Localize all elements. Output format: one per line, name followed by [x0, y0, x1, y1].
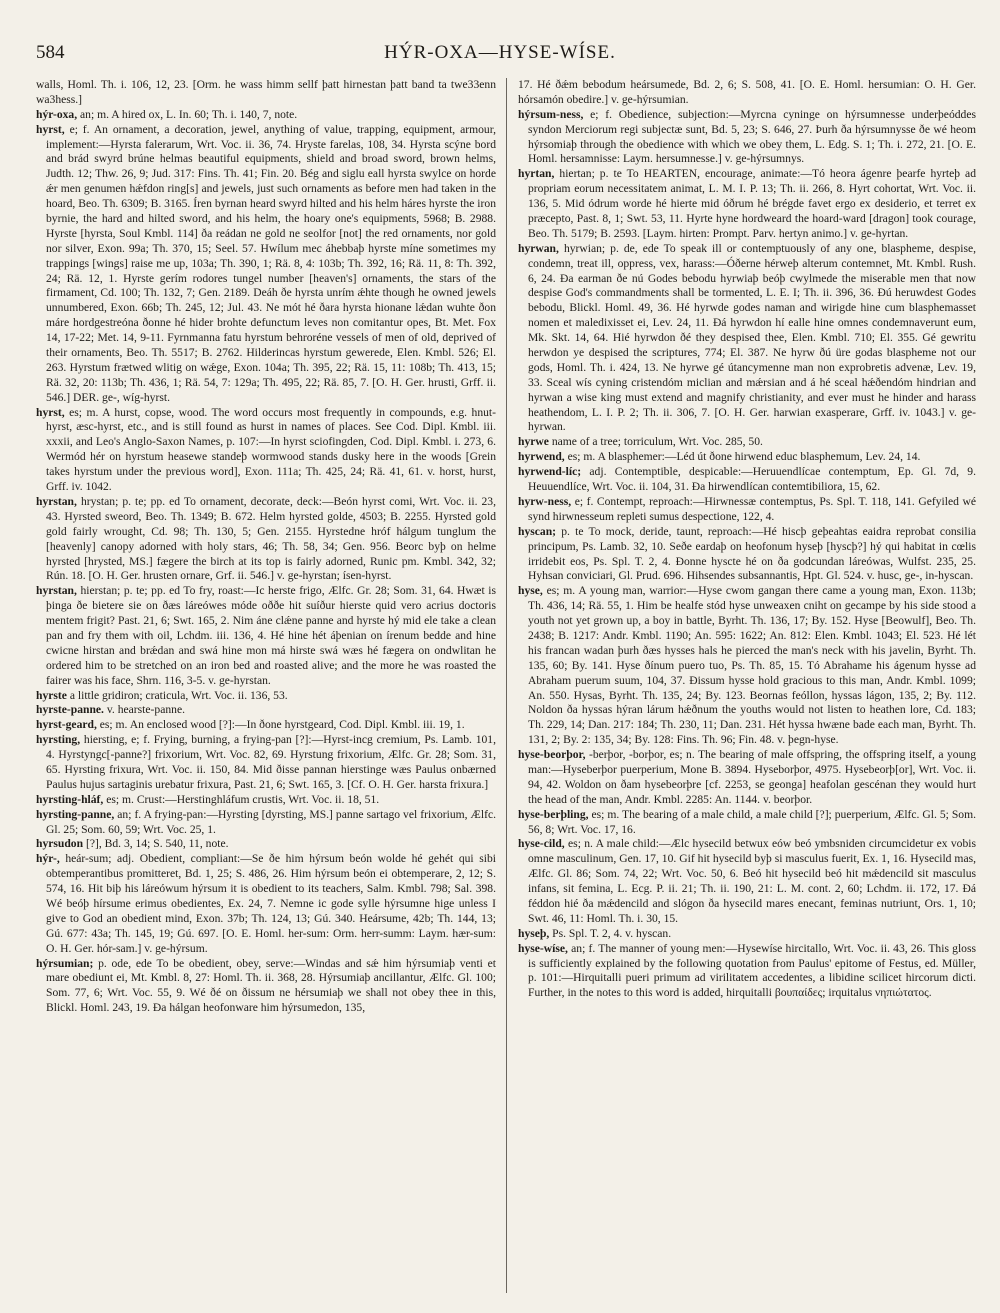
entry-headword: hyrsudon: [36, 837, 84, 851]
dictionary-entry: [36, 123, 496, 406]
entry-text: hyrwian; p. de, ede To speak ill or contemptuously of any one, blaspheme, despise, condemn, treat ill, oppress, vex, harass:—Óðerne hérweþ alterum contemnet, Mt. Kmbl. Rush. 6, 24. Ða earman ðe nú Godes bebodu hyrwiaþ beóþ cwylmede the miserable men that now despise God's commandments shall be tormented, L. E. I; Th. ii. 396, 36. Ðú heruwdest Godes bebodu, Blickl. Homl. 49, 36. Hé hyrwde godes naman and wirigde hine cum blasphemasset nomen et maledixisset ei, Lev. 24, 11. Ðá hyrwdon hí ealle hine omnes condemnaverunt eum, Mk. Skt. 14, 64. Hié hyrwdon ðé they despised thee, Elen. Kmbl. 710; El. 355. Gé gewritu herwdon ye despised the scriptures, 774; El. 387. Ne hyrw ðú üre godas blaspheme not our gods, Homl. Th. i. 424, 13. Ne hyrwe gé útancymenne man non exprobretis advenæ, Lev. 19, 33. Sceal wís cyning cristendóm miclian and mǽrsian and á hé sceal hǽðendóm hindrian and hyrwan a wise king must extend and magnify christianity, and ever must he hinder and harass heathendom, L. I. P. 2; Th. ii. 306, 7. [O. H. Ger. harwian exasperare, Grff. iv. 1043.] v. ge-hyrwan.: [528, 241, 976, 434]
entry-text: 17. Hé ðǽm bebodum heársumede, Bd. 2, 6; S. 508, 41. [O. E. Homl. hersumian: O. H. Ger. hórsamón obedire.] v. ge-hýrsumian.: [518, 78, 976, 106]
entry-text: an; m. A hired ox, L. In. 60; Th. i. 140, 7, note.: [80, 107, 298, 121]
entry-text: an; f. The manner of young men:—Hysewíse hircitallo, Wrt. Voc. ii. 43, 26. This gloss is sufficiently explained by the following quotation from Paulus' epitome of Festus, ed. Müller, p. 101:—Hirquitalli pueri primum ad virilitatem accedentes, a libidine scilicet hircorum dicti. Further, in the notes to this word is added, hirquitalli βουπαίδες; irquitalus νηπιώτατος.: [528, 941, 976, 1000]
right-column: [518, 78, 976, 1295]
entry-headword: hyrstan,: [36, 494, 77, 508]
entry-text: Ps. Spl. T. 2, 4. v. hyscan.: [552, 926, 672, 940]
entry-headword: hyrwan,: [518, 241, 559, 255]
entry-text: es; m. A blasphemer:—Léd út ðone hirwend educ blasphemum, Lev. 24, 14.: [567, 450, 921, 464]
dictionary-entry: [36, 703, 496, 718]
entry-headword: hyrste: [36, 688, 67, 702]
entry-text: p. te To mock, deride, taunt, reproach:—Hé hiscþ geþeahtas eaidra reprobat consilia principum, Ps. Lamb. 32, 10. Seðe eardaþ on heofonum hyseþ [hyscþ?] hý qui habitat in cœlis irridebit eos, Ps. Spl. T. 2, 4. Ðonne hyscte hé on ða godcundan láreówas, Wulfst. 235, 25. Hyhsan conviciari, Gl. Prud. 696. Hihsendes subsannantis, Hpt. Gl. 524. v. husc, ge-, in-hyscan.: [528, 524, 976, 583]
entry-text: name of a tree; torriculum, Wrt. Voc. 285, 50.: [551, 435, 763, 449]
running-head: HÝR-OXA—HYSE-WÍSE.: [384, 42, 616, 63]
entry-text: es; m. Crust:—Herstinghláfum crustis, Wrt. Voc. ii. 18, 51.: [106, 792, 380, 806]
left-column: [36, 78, 496, 1295]
entry-text: hierstan; p. te; pp. ed To fry, roast:—Ic herste frigo, Ælfc. Gr. 28; Som. 31, 64. Hwæt is þinga ðe bietere sie on ðæs láreówes móde oððe hit suíður hierste quid vero acrius doctoris mentem frigit? Past. 21, 6; Swt. 165, 2. Nim áne clǽne panne and hyrste hý mid ele take a clean pan and fry them with oil, Lchdm. iii. 136, 4. Hé hine hét áþenian on írenum bedde and hine cwicne hirstan and brǽdan and swá hine mon má hirste swá wæs hé fægera on ondwlitan he ordered him to be stretched on an iron bed and roasted alive; and the more he was roasted the fairer was his face, Shrn. 116, 3-5. v. ge-hyrstan.: [46, 584, 496, 687]
entry-headword: hýrsum-ness,: [518, 107, 584, 121]
entry-headword: hyrst,: [36, 122, 65, 136]
dictionary-entry: [518, 242, 976, 436]
column-divider: [506, 78, 507, 1293]
entry-text: v. hearste-panne.: [106, 703, 185, 717]
dictionary-entry: [518, 927, 976, 942]
entry-text: [?], Bd. 3, 14; S. 540, 11, note.: [85, 837, 229, 851]
entry-text: es; m. The bearing of a male child, a male child [?]; puerperium, Ælfc. Gl. 5; Som. 56, 8; Wrt. Voc. 17, 16.: [528, 807, 976, 836]
entry-text: -berþor, -borþor, es; n. The bearing of male offspring, the offspring itself, a young man:—Hyseberþor puerperium, Mone B. 3894. Hyseborþor, 4975. Hysebeorþ[or], Wrt. Voc. ii. 94, 42. Woldon on ðam hysebeorþre [cf. 2253, se geonga] heafolan gescénan they would hurt the head of the man, Andr. Kmbl. 2285: An. 1144. v. beorþor.: [528, 748, 976, 806]
entry-text: adj. Contemptible, despicable:—Heruuendlícae contemptum, Ep. Gl. 7d, 9. Heuuendlíce, Wrt. Voc. ii. 104, 31. Ða hirwendlícan contemtibiliora, 15, 62.: [528, 465, 976, 494]
entry-headword: hyrste-panne.: [36, 703, 104, 717]
entry-headword: hyscan;: [518, 524, 557, 538]
dictionary-entry: [36, 108, 496, 123]
entry-text: es; n. A male child:—Ælc hysecild betwux eów beó ymbsniden circumcidetur ex vobis omne masculinum, Gen. 17, 10. Gif hit hysecild byþ si masculus fuerit, Ex. 1, 16. Hysecild mas, Ælfc. Gl. 86; Som. 74, 22; Wrt. Voc. 50, 6. Beó hit hysecild beó hit mǽdencild sit masculus infans, sit femina, L. Ecg. P. ii. 21; Th. ii. 190, 21: L. M. cont. 2, 60; Lchdm. ii. 172, 17. Ðá féddon hié ða mǽdencild and slógon ða hysecild mares enecant, feminas nutriunt, Ors. 1, 10; Swt. 46, 11: Homl. Th. i. 30, 15.: [528, 837, 976, 925]
dictionary-entry: [36, 718, 496, 733]
dictionary-entry: [518, 108, 976, 168]
entry-text: p. ode, ede To be obedient, obey, serve:—Windas and sǽ him hýrsumiaþ venti et mare obediunt ei, Mt. Kmbl. 8, 27: Homl. Th. ii. 368, 28. Hýrsumiaþ ancillantur, Ælfc. Gl. 100; Som. 77, 6; Wrt. Voc. 55, 9. Wé ðé on ðissum ne hérsumiaþ we shall not obey thee in this, Blickl. Homl. 243, 19. Ða hálgan heofonware him hýrsumedon, 135,: [46, 956, 496, 1015]
entry-text: es; m. A young man, warrior:—Hyse cwom gangan there came a young man, Exon. 113b; Th. 436, 14; Rä. 55, 1. Him be healfe stód hyse unweaxen cniht on gecampe by his side stood a youth not yet grown up, a boy in battle, Byrht. Th. 136, 17; By. 152. Hyse [Beowulf], Beo. Th. 2438; B. 1217: Andr. Kmbl. 1190; An. 595: 1622; An. 812: Elen. Kmbl. 1043; El. 523. Hé lét his francan wadan þurh ðæs hysses hals he pierced the man's neck with his javelin, Byrht. Th. 135, 60; By. 141. Hyse ðínum puero tuo, Ps. Th. 85, 15. Tó Abrahame his ágenum hysse ad Abraham puerum suum, 104, 37. Ðissum hysse hold gracious to this man, Andr. Kmbl. 1099; An. 550. Hysas, Byrht. Th. 135, 24; By. 123. Beornas feóllon, hyssas lágon, 135, 2; By. 112. Noldon ða hyssas hýran lárum hǽðnum the youths would not listen to heathen lore, Cd. 183; Th. 229, 14; Dan. 217: 184; Th. 230, 11; Dan. 231. Hét hyssa hwæne bade each man, Byrht. Th. 131, 2; By. 2: 135, 34; By. 128: Fins. Th. 96; Fin. 48. v. þegn-hyse.: [528, 584, 976, 747]
entry-headword: hyrsting,: [36, 733, 81, 747]
dictionary-entry: [518, 837, 976, 926]
dictionary-entry: [518, 808, 976, 838]
entry-headword: hyse-berþling,: [518, 807, 589, 821]
dictionary-entry: [36, 837, 496, 852]
entry-text: a little gridiron; craticula, Wrt. Voc. ii. 136, 53.: [69, 688, 288, 702]
dictionary-entry: [36, 495, 496, 584]
dictionary-entry: [36, 793, 496, 808]
dictionary-entry: [518, 450, 976, 465]
entry-headword: hyse-wíse,: [518, 941, 568, 955]
entry-text: heár-sum; adj. Obedient, compliant:—Se ðe him hýrsum beón wolde hé gehét qui sibi obtemperantibus promitteret, Bd. 1, 25; S. 486, 26. Him hýrsum beón ei obtemperare, 2, 12; S. 574, 16. Hit biþ his láreówum hýrsum it is obedient to its teachers, Salm. Kmbl. 798; Sal. 398. Wé beóþ hírsume erimus obedientes, Ex. 24, 7. Nemne ic gode sylle hýrsumne hige unless I give to God an obedient mind, Exon. 37b; Th. 124, 13; Gú. 340. Heársume, 42b; Th. 144, 13; Gú. 677: 43a; Th. 145, 19; Gú. 697. [O. E. Homl. her-sum: Orm. herr-summ: Laym. hær-sum: O. H. Ger. hór-sam.] v. ge-hýrsum.: [46, 852, 496, 955]
entry-headword: hyrsting-hláf,: [36, 792, 104, 806]
entry-text: hiersting, e; f. Frying, burning, a frying-pan [?]:—Hyrst-incg cremium, Ps. Lamb. 101, 4. Hyrstyngc[-panne?] frixorium, Wrt. Voc. 82, 69. Hyrstung frixorium, Ælfc. Gr. 28; Som. 31, 65. Hyrsting frixura, Wrt. Voc. ii. 150, 84. Mid ðisse pannan hierstinge wæs Paulus onbærned Paulus hujus sartaginis urebatur frixura, Past. 21, 6; Swt. 165, 3. [Cf. O. H. Ger. harsta frixura.]: [46, 733, 496, 791]
dictionary-entry: [36, 733, 496, 793]
dictionary-entry: [36, 852, 496, 956]
dictionary-entry: [518, 525, 976, 585]
entry-text: hiertan; p. te To HEARTEN, encourage, animate:—Tó heora ágenre þearfe hyrteþ ad propriam eorum necessitatem animat, L. M. I. P. 13; Th. ii. 266, 8. Hyrt cohortat, Wrt. Voc. ii. 136, 5. Mid ódrum worde hé hierte mid óðrum hé brégde favet ergo ex desiderio, et terret ex præcepto, Past. 8, 1; Swt. 53, 11. Hyrte hyne hordweard the hoard-ward [dragon] took courage, Beo. Th. 5179; B. 2593. [Laym. hirten: Prompt. Parv. hertyn animo.] v. ge-hyrtan.: [528, 167, 976, 240]
entry-headword: hyse,: [518, 584, 543, 598]
entry-headword: hyrwend-líc;: [518, 465, 582, 479]
dictionary-entry: [36, 78, 496, 108]
entry-text: hrystan; p. te; pp. ed To ornament, decorate, deck:—Beón hyrst comi, Wrt. Voc. ii. 23, 43. Hyrsted sweord, Beo. Th. 1349; B. 672. Helm hyrsted golde, 4503; B. 2255. Hyrsted gold gold fairly wrought, Cd. 98; Th. 130, 5; Gen. 2155. Hyrstedne hróf hálgum tunglum the [heavenly] canopy adorned with holy stars, 46; Th. 58, 34; Gen. 956. Beorc byþ on helme hyrsted [hrysted, MS.] fægere the birch at its top is fairly adorned, Runic pm. Kmbl. 342, 32; Rún. 18. [O. H. Ger. hrusten ornare, Grf. ii. 546.] v. ge-hyrstan; ísen-hyrst.: [46, 494, 496, 583]
dictionary-entry: [518, 584, 976, 748]
dictionary-entry: [518, 167, 976, 241]
dictionary-entry: [518, 465, 976, 495]
entry-headword: hyrtan,: [518, 167, 555, 181]
entry-text: e; f. Obedience, subjection:—Myrcna cyninge on hýrsumnesse underþeóddes syndon Merciorum regi subjectæ sunt, Bd. 5, 23; S. 646, 27. Þurh ða hýrsumnysse ðe wé heom hýrsomiaþ through the obedience with which we obey them, L. Edg. S. 1; Th. i. 272, 21. [O. E. Homl. hersamnisse: Laym. hersumnesse.] v. ge-hýrsumnys.: [528, 107, 976, 166]
page-header: [36, 42, 964, 70]
entry-headword: hyrwe: [518, 435, 549, 449]
entry-headword: hyseþ,: [518, 926, 550, 940]
dictionary-entry: [518, 495, 976, 525]
entry-headword: hýr-oxa,: [36, 107, 78, 121]
entry-headword: hyrst-geard,: [36, 718, 97, 732]
entry-text: es; m. An enclosed wood [?]:—In ðone hyrstgeard, Cod. Dipl. Kmbl. iii. 19, 1.: [99, 718, 465, 732]
entry-headword: hýrsumian;: [36, 956, 94, 970]
entry-headword: hyrstan,: [36, 584, 77, 598]
entry-headword: hýr-,: [36, 852, 60, 866]
page-number: 584: [36, 42, 65, 63]
entry-text: es; m. A hurst, copse, wood. The word occurs most frequently in compounds, e.g. hnut-hyrst, æsc-hyrst, etc., and is still found as hurst in names of places. See Cod. Dipl. Kmbl. iii. xxxii, and Leo's Anglo-Saxon Names, p. 107:—In hyrst sciofingden, Cod. Dipl. Kmbl. i. 273, 6. Wermód hér on hyrstum heasewe standeþ wormwood stands dusky here in the woods [Grein takes hyrstum under the previous word], Exon. 111a; Th. 425, 24; Rä. 41, 61. v. horst, hurst, Grff. iv. 1042.: [46, 405, 496, 494]
entry-headword: hyrw-ness,: [518, 494, 572, 508]
dictionary-entry: [36, 406, 496, 495]
dictionary-entry: [36, 689, 496, 704]
entry-text: e; f. Contempt, reproach:—Hirwnessæ contemptus, Ps. Spl. T. 118, 141. Gefyiled wé synd hirwnesseum repleti sumus despectione, 122, 4.: [528, 494, 976, 523]
entry-headword: hyse-cild,: [518, 837, 565, 851]
entry-text: walls, Homl. Th. i. 106, 12, 23. [Orm. he wass himm sellf þatt hirnestan þatt band ta twe33enn wa3hess.]: [36, 78, 496, 106]
entry-headword: hyse-beorþor,: [518, 748, 586, 762]
dictionary-entry: [36, 957, 496, 1017]
entry-headword: hyrst,: [36, 405, 65, 419]
dictionary-entry: [518, 435, 976, 450]
dictionary-entry: [518, 942, 976, 1002]
entry-headword: hyrwend,: [518, 450, 565, 464]
dictionary-entry: [518, 748, 976, 808]
entry-text: an; f. A frying-pan:—Hyrsting [dyrsting, MS.] panne sartago vel frixorium, Ælfc. Gl. 25; Som. 60, 59; Wrt. Voc. 25, 1.: [46, 807, 496, 836]
entry-text: e; f. An ornament, a decoration, jewel, anything of value, trapping, equipment, armour, implement:—Hyrsta falerarum, Wrt. Voc. ii. 36, 74. Hryste farelas, 108, 34. Hyrsta scýne bord and brád swyrd brúne helmas beautiful equipments, shield and broad sword, brown helms, Judth. 12; Thw. 26, 9; Jud. 317: Fins. Th. 41; Fin. 20. Bég and siglu eall hyrsta swylce on horde ǽr men genumen hǽfdon ring[s] and jewels, just such ornaments as before men had taken in the hoard, Beo. Th. 6309; B. 3165. Íren byrnan heard swyrd hilted and his helm háres hyrste the iron byrnie, the hard and hilted sword, and his helm, the hoary one's equipments, 5968; B. 2988. Hyrste [hyrsta, Soul Kmbl. 114] ða reádan ne gold ne seolfor [not] the red ornaments, nor gold nor silver, Exon. 99a; Th. 370, 15; Seel. 57. Hwílum mec áhebbaþ hyrste míne sometimes my trappings [wings] raise me up, 103a; Th. 390, 1; Rä. 8, 4: 103b; Th. 392, 16; Rä. 11, 8: Th. 392, 24; Rä. 12, 1. Hyrste gerím rodores tungel number [heaven's] ornaments, the stars of the firmament, Cd. 100; Th. 132, 7; Gen. 2189. Deáh ðe hyrsta unrím ǽhte though he owned jewels unnumbered, Exon. 66b; Th. 245, 12; Jul. 43. Ne mót hé ðara hyrsta hionane lǽdan wuhte ðon máre hordgestreóna ðonne hé hider brohte defunctum leves non comitantur opes, Bt. Met. Fox 14, 17-22; Met. 14, 9-11. Fyrnmanna fatu hyrstum behroréne vessels of men of old, deprived of their ornaments, Beo. Th. 5517; B. 2762. Hilderincas hyrstum gewerede, Elen. Kmbl. 526; El. 263. Hyrstum frætwed wlitig on wǽge, Exon. 104a; Th. 395, 22; Rä. 15, 11: 108b; Th. 413, 15; Rä. 32, 20: 113b; Th. 436, 1; Rä. 54, 7: 129a; Th. 495, 22; Rä. 85, 7. [O. H. Ger. hrusti, Grff. ii. 546.] DER. ge-, wíg-hyrst.: [46, 122, 496, 404]
dictionary-entry: [36, 808, 496, 838]
dictionary-entry: [518, 78, 976, 108]
entry-headword: hyrsting-panne,: [36, 807, 115, 821]
dictionary-entry: [36, 584, 496, 688]
